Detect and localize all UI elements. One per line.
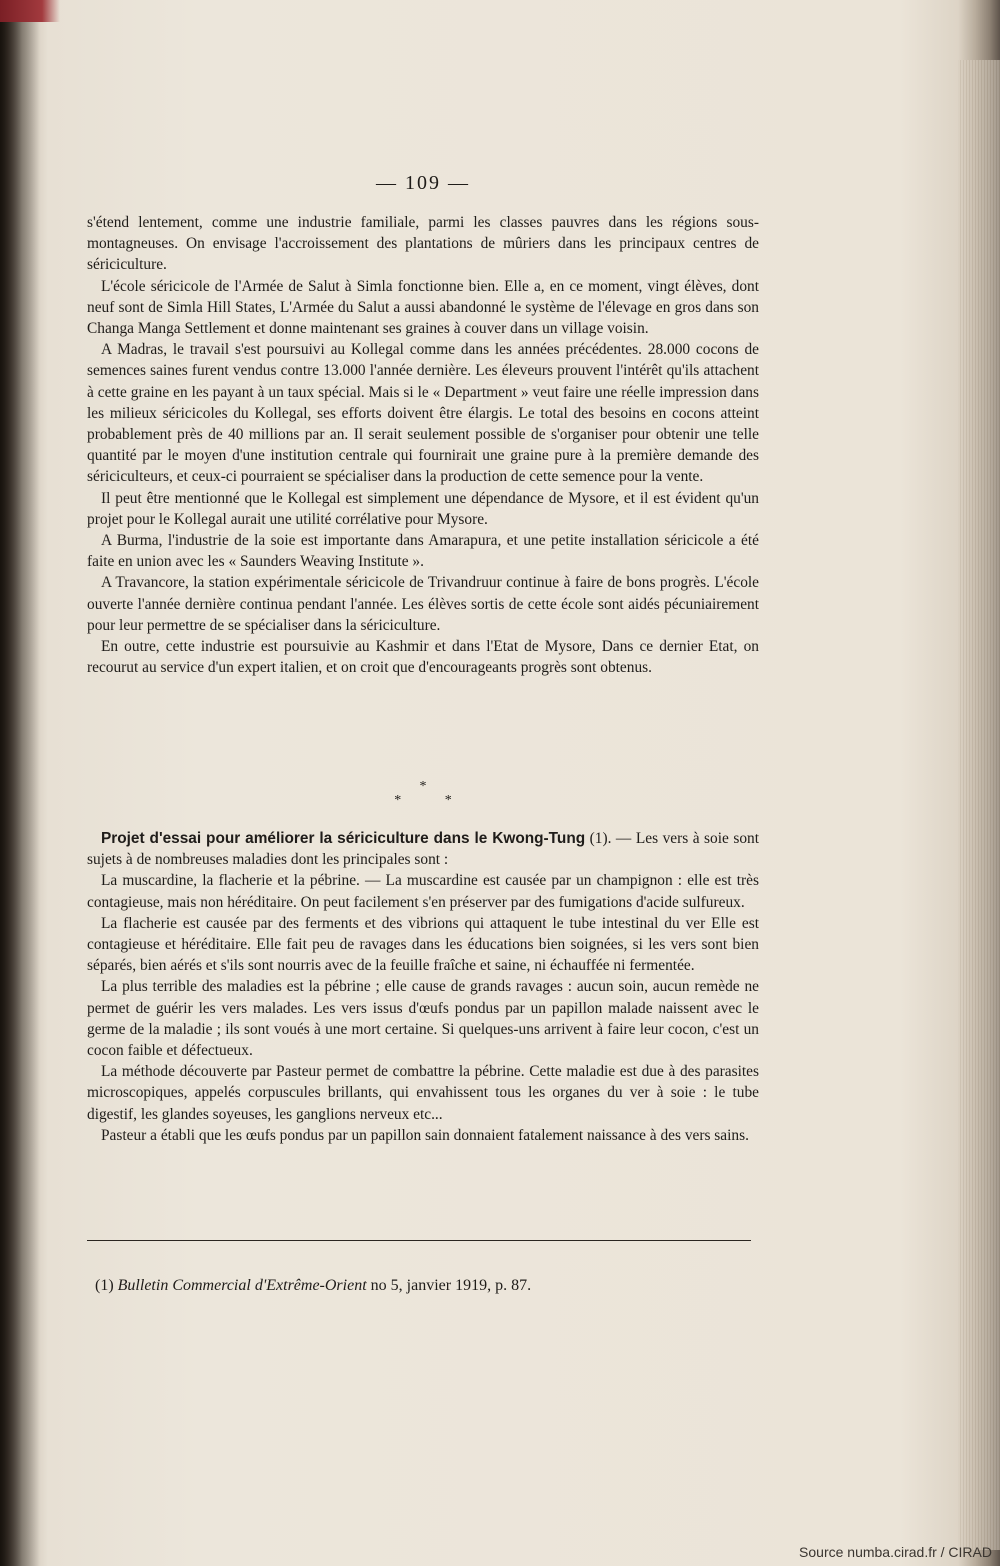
paragraph: s'étend lentement, comme une industrie familiale, parmi les classes pauvres dans les régions sous-montagneuses. On envisage l'accroissement des plantations de mûriers dans les principaux centres de sériciculture. — [87, 214, 759, 274]
section-separator — [87, 780, 759, 808]
separator-top: * — [419, 779, 427, 794]
paragraph: En outre, cette industrie est poursuivie au Kashmir et dans l'Etat de Mysore, Dans ce dernier Etat, on recourut au service d'un expert italien, et on croit que d'encourageants progrès sont obtenus. — [87, 638, 759, 677]
separator-bottom: * * — [394, 793, 472, 808]
footnote-title: Bulletin Commercial d'Extrême-Orient — [117, 1277, 367, 1294]
heading-note: (1). — — [589, 830, 632, 847]
paragraph: Pasteur a établi que les œufs pondus par un papillon sain donnaient fatalement naissance à des vers sains. — [101, 1126, 749, 1144]
section-heading-paragraph — [87, 828, 759, 870]
footnote — [95, 1276, 755, 1296]
section-1 — [87, 212, 759, 678]
section-2 — [87, 828, 759, 1146]
paragraph: La plus terrible des maladies est la pébrine ; elle cause de grands ravages : aucun soin, aucun remède ne permet de guérir les vers malades. Les vers issus d'œufs pondus par un papillon malade naissent avec le germe de la maladie ; ils sont voués à une mort certaine. Si quelques-uns arrivent à faire leur cocon, c'est un cocon faible et défectueux. — [87, 978, 759, 1060]
source-credit: Source numba.cirad.fr / CIRAD — [799, 1544, 992, 1560]
footnote-rule — [87, 1240, 751, 1241]
paragraph: A Burma, l'industrie de la soie est importante dans Amarapura, et une petite installation séricicole a été faite en union avec les « Saunders Weaving Institute ». — [87, 532, 759, 571]
paragraph: L'école séricicole de l'Armée de Salut à Simla fonctionne bien. Elle a, en ce moment, vingt élèves, dont neuf sont de Simla Hill States, L'Armée du Salut a aussi abandonné le système de l'élevage en gros dans son Changa Manga Settlement et donne maintenant ses graines à couver dans un village voisin. — [87, 277, 759, 338]
paragraph: La muscardine, la flacherie et la pébrine. — La muscardine est causée par un champignon : elle est très contagieuse, mais non héréditaire. On peut facilement s'en préserver par des fumigations d'acide sulfureux. — [87, 872, 759, 911]
heading-tail: Les vers à soie sont sujets à de nombreuses maladies dont les principales sont : — [87, 830, 759, 869]
red-cover-corner — [0, 0, 60, 22]
paragraph: La méthode découverte par Pasteur permet de combattre la pébrine. Cette maladie est due à des parasites microscopiques, appelés corpuscules brillants, qui envahissent tous les organes du ver à soie : le tube digestif, les glandes soyeuses, les ganglions nerveux etc... — [87, 1063, 759, 1123]
binding-shadow — [0, 0, 40, 1566]
paragraph: La flacherie est causée par des ferments et des vibrions qui attaquent le tube intestinal du ver Elle est contagieuse et héréditaire. Elle fait peu de ravages dans les éducations bien soignées, si les vers sont bien séparés, bien aérés et s'ils sont nourris avec de la feuille fraîche et saine, ni échauffée ni fermentée. — [87, 914, 759, 975]
paragraph: Il peut être mentionné que le Kollegal est simplement une dépendance de Mysore, et il est évident qu'un projet pour le Kollegal aurait une utilité corrélative pour Mysore. — [87, 489, 759, 528]
page-number: — 109 — — [376, 172, 470, 194]
footnote-marker: (1) — [95, 1277, 114, 1294]
footnote-rest: no 5, janvier 1919, p. 87. — [370, 1277, 532, 1294]
section-heading: Projet d'essai pour améliorer la sériciculture dans le Kwong-Tung — [101, 830, 586, 847]
paragraph: A Travancore, la station expérimentale séricicole de Trivandruur continue à faire de bons progrès. L'école ouverte l'année dernière continua pendant l'année. Les élèves sortis de cette école sont aidés pécuniairement pour leur permettre de se spécialiser dans la sériciculture. — [87, 574, 759, 634]
page-stack-edges — [958, 60, 1000, 1550]
paragraph: A Madras, le travail s'est poursuivi au Kollegal comme dans les années précédentes. 28.000 cocons de semences saines furent vendus contre 13.000 l'année dernière. Les éleveurs prouvent l'intérêt qu'ils attachent à cette graine en les payant à un taux spécial. Mais si le « Department » veut faire une réelle impression dans les milieux séricicoles du Kollegal, ses efforts doivent être élargis. Le total des besoins en cocons atteint probablement près de 40 millions par an. Il serait seulement possible de s'organiser pour obtenir une telle quantité par le moyen d'une institution centrale qui fournirait une graine pure à la première demande des sériciculteurs, et ceux-ci pourraient se spécialiser dans la production de cette semence pour la vente. — [87, 341, 759, 486]
